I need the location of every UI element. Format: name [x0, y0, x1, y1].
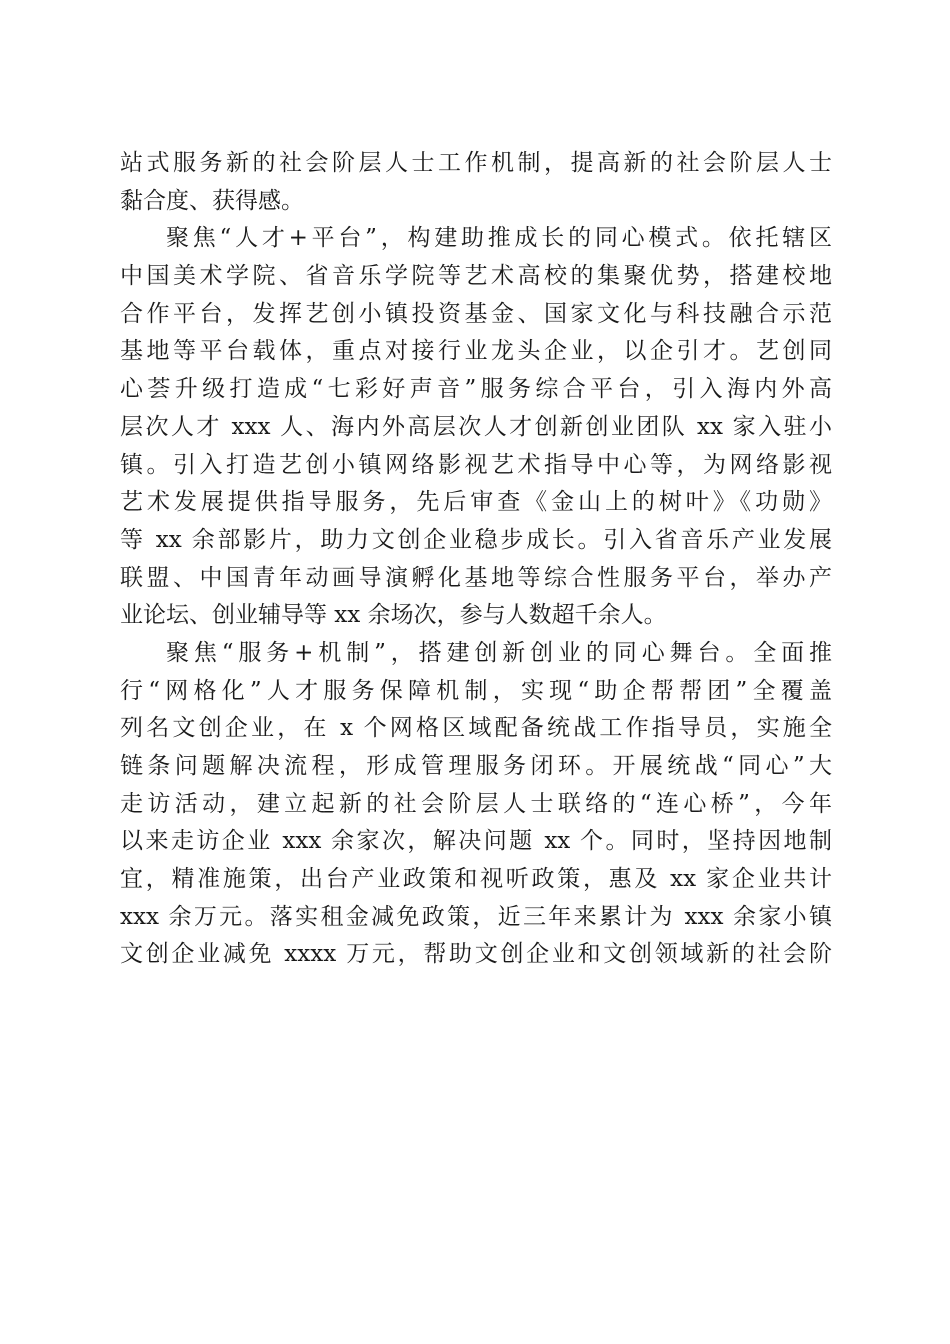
text-line: 以来走访企业 xxx 余家次，解决问题 xx 个。同时，坚持因地制: [120, 828, 832, 855]
text-line: 列名文创企业，在 x 个网格区域配备统战工作指导员，实施全: [120, 715, 832, 742]
paragraph-1: [120, 145, 832, 220]
text-line: 等 xx 余部影片，助力文创企业稳步成长。引入省音乐产业发展: [120, 526, 832, 553]
text-line: 链条问题解决流程，形成管理服务闭环。开展统战“同心”大: [120, 753, 832, 779]
document-body: [120, 145, 832, 974]
paragraph-2: [120, 220, 832, 635]
text-line: 聚焦“人才+平台”，构建助推成长的同心模式。依托辖区: [166, 225, 832, 252]
text-line: 聚焦“服务+机制”，搭建创新创业的同心舞台。全面推: [166, 639, 832, 666]
text-line: 业论坛、创业辅导等 xx 余场次，参与人数超千余人。: [120, 602, 667, 629]
text-line: 合作平台，发挥艺创小镇投资基金、国家文化与科技融合示范: [120, 300, 832, 327]
text-line: 黏合度、获得感。: [120, 187, 304, 214]
text-line: xxx 余万元。落实租金减免政策，近三年来累计为 xxx 余家小镇: [120, 903, 832, 930]
text-line: 艺术发展提供指导服务，先后审查《金山上的树叶》《功勋》: [120, 489, 832, 516]
text-line: 行“网格化”人才服务保障机制，实现“助企帮帮团”全覆盖: [120, 677, 832, 704]
text-line: 走访活动，建立起新的社会阶层人士联络的“连心桥”，今年: [120, 790, 832, 817]
text-line: 宜，精准施策，出台产业政策和视听政策，惠及 xx 家企业共计: [120, 866, 832, 893]
text-line: 层次人才 xxx 人、海内外高层次人才创新创业团队 xx 家入驻小: [120, 413, 832, 440]
text-line: 站式服务新的社会阶层人士工作机制，提高新的社会阶层人士: [120, 150, 832, 176]
text-line: 镇。引入打造艺创小镇网络影视艺术指导中心等，为网络影视: [120, 451, 832, 478]
text-line: 心荟升级打造成“七彩好声音”服务综合平台，引入海内外高: [120, 376, 832, 403]
text-line: 联盟、中国青年动画导演孵化基地等综合性服务平台，举办产: [120, 564, 832, 591]
text-line: 中国美术学院、省音乐学院等艺术高校的集聚优势，搭建校地: [120, 263, 832, 290]
text-line: 文创企业减免 xxxx 万元，帮助文创企业和文创领域新的社会阶: [120, 941, 832, 968]
text-line: 基地等平台载体，重点对接行业龙头企业，以企引才。艺创同: [120, 338, 832, 365]
paragraph-3: [120, 635, 832, 974]
